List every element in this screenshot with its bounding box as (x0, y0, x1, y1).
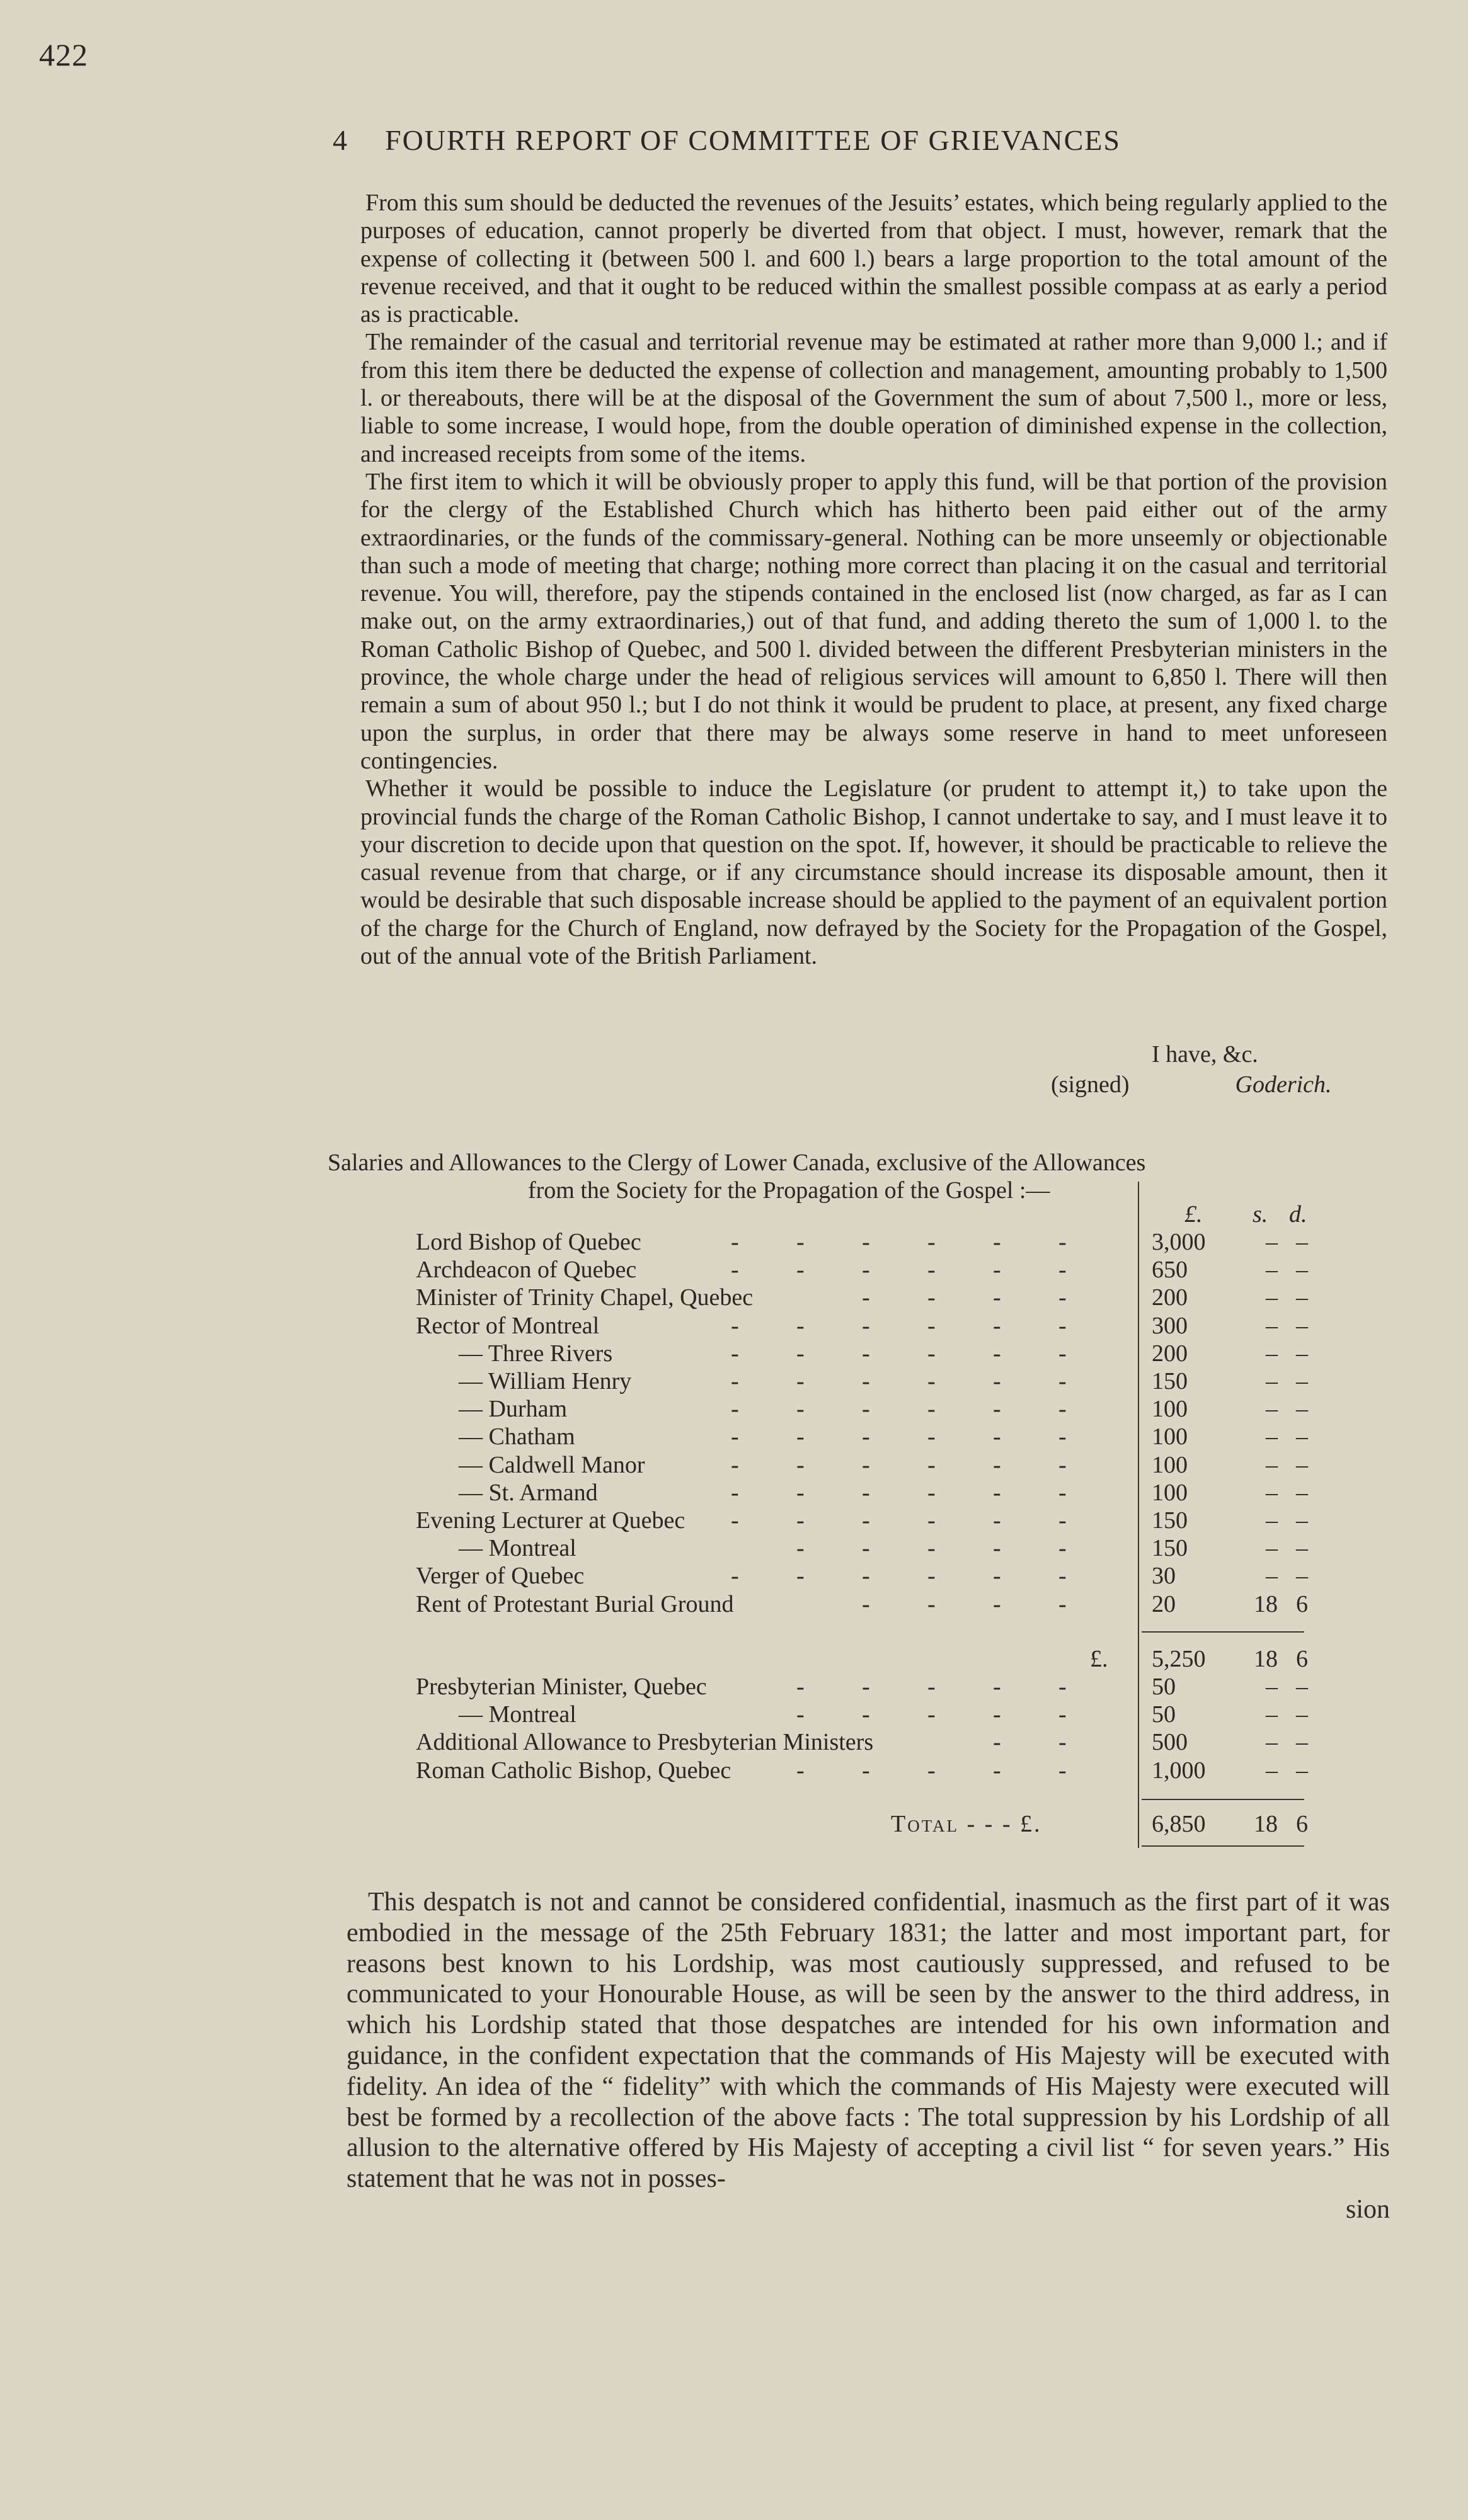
leader-dash: - (927, 1535, 936, 1562)
row-shillings: – (1266, 1340, 1278, 1367)
row-shillings: – (1266, 1563, 1278, 1590)
row-label: — William Henry (459, 1368, 632, 1394)
leader-dash: - (1058, 1340, 1067, 1367)
row-pence: – (1296, 1396, 1308, 1423)
table-row (0, 1479, 1468, 1507)
leader-dash: - (1058, 1701, 1067, 1728)
row-pence: – (1296, 1340, 1308, 1367)
pence-header: d. (1289, 1201, 1307, 1228)
leader-dash: - (1058, 1479, 1067, 1506)
leader-dash: - (796, 1229, 805, 1255)
row-label: — Montreal (459, 1535, 576, 1562)
leader-dash: - (993, 1423, 1001, 1451)
leader-dash: - (927, 1701, 936, 1728)
leader-dash: - (1058, 1396, 1067, 1423)
total-label: Total - - - £. (891, 1811, 1042, 1837)
row-label: Minister of Trinity Chapel, Quebec (416, 1284, 754, 1311)
leader-dash: - (993, 1701, 1001, 1728)
leader-dash: - (731, 1396, 739, 1423)
leader-dash: - (731, 1229, 739, 1255)
leader-dash: - (993, 1729, 1001, 1756)
row-shillings: – (1266, 1451, 1278, 1478)
row-pounds: 150 (1152, 1507, 1188, 1534)
leader-dash: - (993, 1340, 1001, 1367)
row-shillings: – (1266, 1535, 1278, 1562)
row-label: — Chatham (459, 1423, 575, 1451)
row-label: Roman Catholic Bishop, Quebec (416, 1757, 731, 1784)
row-pence: – (1296, 1451, 1308, 1478)
table-row (0, 1395, 1468, 1423)
row-pence: – (1296, 1423, 1308, 1451)
leader-dash: - (796, 1257, 805, 1284)
leader-dash: - (862, 1757, 870, 1784)
leader-dash: - (927, 1312, 936, 1339)
leader-dash: - (862, 1563, 870, 1590)
table-row (0, 1284, 1468, 1311)
table-title-line-1: Salaries and Allowances to the Clergy of Lower Canada, exclusive of the Allowances (328, 1149, 1146, 1176)
catchword: sion (1345, 2194, 1390, 2224)
leader-dash: - (993, 1757, 1001, 1784)
row-label: — Montreal (459, 1701, 576, 1728)
leader-dash: - (993, 1535, 1001, 1562)
leader-dash: - (993, 1479, 1001, 1506)
total-under-rule (1142, 1845, 1304, 1847)
row-shillings: – (1266, 1368, 1278, 1394)
row-pounds: 500 (1152, 1729, 1188, 1756)
leader-dash: - (862, 1284, 870, 1311)
leader-dash: - (731, 1451, 739, 1478)
leader-dash: - (796, 1479, 805, 1506)
table-row (0, 1312, 1468, 1340)
row-pence: – (1296, 1563, 1308, 1590)
leader-dash: - (927, 1563, 936, 1590)
row-pounds: 1,000 (1152, 1757, 1206, 1784)
row-pence: – (1296, 1257, 1308, 1284)
row-pounds: 150 (1152, 1368, 1188, 1394)
leader-dash: - (1058, 1229, 1067, 1255)
leader-dash: - (796, 1312, 805, 1339)
table-title-line-2: from the Society for the Propagation of the Gospel :— (528, 1177, 1050, 1204)
leader-dash: - (1058, 1673, 1067, 1700)
leader-dash: - (796, 1451, 805, 1478)
subtotal-row (0, 1645, 1468, 1673)
total-pounds: 6,850 (1152, 1811, 1206, 1837)
row-pence: – (1296, 1673, 1308, 1700)
leader-dash: - (862, 1590, 870, 1617)
signed-label: (signed) (1051, 1071, 1130, 1098)
signatory-name: Goderich. (1235, 1071, 1332, 1098)
running-header (333, 123, 1121, 157)
leader-dash: - (993, 1257, 1001, 1284)
row-shillings: – (1266, 1396, 1278, 1423)
total-rule (1142, 1799, 1304, 1800)
row-pounds: 50 (1152, 1701, 1176, 1728)
table-row (0, 1590, 1468, 1618)
leader-dash: - (862, 1451, 870, 1478)
leader-dash: - (862, 1507, 870, 1534)
leader-dash: - (1058, 1423, 1067, 1451)
letter-paragraph: The first item to which it will be obviously proper to apply this fund, will be that portion of the provision for the clergy of the Established Church which has hitherto been paid either out of the army extraordinaries, or the funds of the commissary-general. Nothing can be more unseemly or objectionable than such a mode of meeting that charge; nothing more correct than placing it on the casual and territorial revenue. You will, therefore, pay the stipends contained in the enclosed list (now charged, as far as I can make out, on the army extraordinaries,) out of that fund, and adding thereto the sum of 1,000 l. to the Roman Catholic Bishop of Quebec, and 500 l. divided between the different Presbyterian ministers in the province, the whole charge under the head of religious services will amount to 6,850 l. There will then remain a sum of about 950 l.; but I do not think it would be prudent to place, at present, any fixed charge upon the surplus, in order that there may be always some reserve in hand to meet unforeseen contingencies. (360, 468, 1387, 774)
leader-dash: - (796, 1368, 805, 1394)
leader-dash: - (927, 1423, 936, 1451)
subtotal-shillings: 18 (1254, 1646, 1278, 1672)
row-shillings: – (1266, 1729, 1278, 1756)
commentary-paragraph: This despatch is not and cannot be considered confidential, inasmuch as the first part of it was embodied in the message of the 25th February 1831; the latter and most important part, for reasons best known to his Lordship, was most cautiously suppressed, and refused to be communicated to your Honourable House, as will be seen by the answer to the third address, in which his Lordship stated that those despatches are intended for his own information and guidance, in the confident expectation that the commands of His Majesty will be executed with fidelity. An idea of the “ fidelity” with which the commands of His Majesty were executed will best be formed by a recollection of the above facts : The total suppression by his Lordship of all allusion to the alternative offered by His Majesty of accepting a civil list “ for seven years.” His statement that he was not in posses- (347, 1888, 1390, 2194)
leader-dash: - (927, 1590, 936, 1617)
row-shillings: – (1266, 1284, 1278, 1311)
page-number: 422 (39, 37, 88, 72)
table-row (0, 1701, 1468, 1728)
row-label: Evening Lecturer at Quebec (416, 1507, 685, 1534)
row-pounds: 200 (1152, 1340, 1188, 1367)
leader-dash: - (1058, 1451, 1067, 1478)
table-row (0, 1757, 1468, 1784)
letter-paragraph: From this sum should be deducted the revenues of the Jesuits’ estates, which being regularly applied to the purposes of education, cannot properly be diverted from that object. I must, however, remark that the expense of collecting it (between 500 l. and 600 l.) bears a large proportion to the total amount of the revenue received, and that it ought to be reduced within the smallest possible compass at as early a period as is practicable. (360, 190, 1387, 328)
subtotal-pence: 6 (1296, 1646, 1308, 1672)
leader-dash: - (993, 1284, 1001, 1311)
leader-dash: - (1058, 1590, 1067, 1617)
row-pounds: 300 (1152, 1312, 1188, 1339)
leader-dash: - (993, 1673, 1001, 1700)
row-pounds: 100 (1152, 1451, 1188, 1478)
row-shillings: – (1266, 1257, 1278, 1284)
leader-dash: - (796, 1507, 805, 1534)
leader-dash: - (927, 1507, 936, 1534)
total-shillings: 18 (1254, 1811, 1278, 1837)
leader-dash: - (731, 1479, 739, 1506)
subtotal-pounds: 5,250 (1152, 1646, 1206, 1672)
leader-dash: - (862, 1340, 870, 1367)
leader-dash: - (731, 1340, 739, 1367)
leader-dash: - (927, 1451, 936, 1478)
leader-dash: - (731, 1507, 739, 1534)
leader-dash: - (796, 1535, 805, 1562)
leader-dash: - (862, 1535, 870, 1562)
row-pence: – (1296, 1757, 1308, 1784)
table-row (0, 1340, 1468, 1367)
row-pence: 6 (1296, 1590, 1308, 1617)
table-row (0, 1728, 1468, 1756)
leader-dash: - (1058, 1535, 1067, 1562)
leader-dash: - (731, 1423, 739, 1451)
table-row (0, 1562, 1468, 1590)
leader-dash: - (731, 1312, 739, 1339)
leader-dash: - (993, 1590, 1001, 1617)
row-label: — Three Rivers (459, 1340, 613, 1367)
total-row (0, 1810, 1468, 1838)
row-shillings: 18 (1254, 1590, 1278, 1617)
leader-dash: - (796, 1563, 805, 1590)
row-pence: – (1296, 1729, 1308, 1756)
leader-dash: - (993, 1368, 1001, 1394)
leader-dash: - (927, 1673, 936, 1700)
leader-dash: - (796, 1340, 805, 1367)
letter-body (360, 189, 1387, 970)
closing-line: I have, &c. (1152, 1041, 1258, 1068)
row-shillings: – (1266, 1673, 1278, 1700)
leader-dash: - (1058, 1729, 1067, 1756)
row-pounds: 30 (1152, 1563, 1176, 1590)
header-page-number: 4 (333, 124, 348, 156)
leader-dash: - (1058, 1284, 1067, 1311)
row-pence: – (1296, 1701, 1308, 1728)
header-title: FOURTH REPORT OF COMMITTEE OF GRIEVANCES (385, 124, 1121, 156)
signature-line (1051, 1071, 1332, 1098)
row-label: — Durham (459, 1396, 568, 1423)
table-row (0, 1451, 1468, 1479)
leader-dash: - (1058, 1368, 1067, 1394)
row-pounds: 650 (1152, 1257, 1188, 1284)
leader-dash: - (731, 1257, 739, 1284)
shillings-header: s. (1253, 1201, 1268, 1228)
row-label: Additional Allowance to Presbyterian Ministers (416, 1729, 874, 1756)
subtotal-label: £. (1090, 1646, 1108, 1672)
row-label: Archdeacon of Quebec (416, 1257, 637, 1284)
table-row (0, 1256, 1468, 1284)
leader-dash: - (927, 1229, 936, 1255)
table-row (0, 1228, 1468, 1256)
row-pounds: 3,000 (1152, 1229, 1206, 1255)
leader-dash: - (796, 1701, 805, 1728)
row-shillings: – (1266, 1479, 1278, 1506)
leader-dash: - (993, 1451, 1001, 1478)
row-label: Rent of Protestant Burial Ground (416, 1590, 734, 1617)
subtotal-rule (1142, 1631, 1304, 1633)
leader-dash: - (927, 1396, 936, 1423)
row-shillings: – (1266, 1757, 1278, 1784)
leader-dash: - (993, 1229, 1001, 1255)
leader-dash: - (862, 1229, 870, 1255)
row-pounds: 50 (1152, 1673, 1176, 1700)
row-shillings: – (1266, 1312, 1278, 1339)
row-pence: – (1296, 1507, 1308, 1534)
leader-dash: - (862, 1396, 870, 1423)
row-pence: – (1296, 1229, 1308, 1255)
row-pence: – (1296, 1479, 1308, 1506)
letter-paragraph: The remainder of the casual and territorial revenue may be estimated at rather more than 9,000 l.; and if from this item there be deducted the expense of collection and management, amounting probably to 1,500 l. or thereabouts, there will be at the disposal of the Government the sum of about 7,500 l., more or less, liable to some increase, I would hope, from the double operation of diminished expense in the collection, and increased receipts from some of the items. (360, 329, 1387, 467)
leader-dash: - (796, 1757, 805, 1784)
leader-dash: - (927, 1340, 936, 1367)
row-pounds: 200 (1152, 1284, 1188, 1311)
row-shillings: – (1266, 1423, 1278, 1451)
row-label: Lord Bishop of Quebec (416, 1229, 641, 1255)
leader-dash: - (862, 1257, 870, 1284)
table-row (0, 1673, 1468, 1701)
leader-dash: - (993, 1563, 1001, 1590)
row-label: — Caldwell Manor (459, 1451, 645, 1478)
leader-dash: - (796, 1423, 805, 1451)
row-shillings: – (1266, 1229, 1278, 1255)
leader-dash: - (796, 1673, 805, 1700)
table-row (0, 1367, 1468, 1395)
table-row (0, 1423, 1468, 1451)
leader-dash: - (993, 1507, 1001, 1534)
table-title (328, 1149, 1392, 1204)
pounds-header: £. (1184, 1201, 1203, 1228)
row-shillings: – (1266, 1701, 1278, 1728)
leader-dash: - (993, 1312, 1001, 1339)
leader-dash: - (862, 1312, 870, 1339)
leader-dash: - (1058, 1312, 1067, 1339)
leader-dash: - (1058, 1257, 1067, 1284)
leader-dash: - (862, 1423, 870, 1451)
total-pence: 6 (1296, 1811, 1308, 1837)
leader-dash: - (731, 1563, 739, 1590)
leader-dash: - (927, 1368, 936, 1394)
row-label: — St. Armand (459, 1479, 598, 1506)
row-pence: – (1296, 1535, 1308, 1562)
row-label: Presbyterian Minister, Quebec (416, 1673, 707, 1700)
row-label: Verger of Quebec (416, 1563, 585, 1590)
leader-dash: - (993, 1396, 1001, 1423)
row-pounds: 100 (1152, 1479, 1188, 1506)
leader-dash: - (1058, 1507, 1067, 1534)
table-row (0, 1507, 1468, 1534)
row-pounds: 100 (1152, 1396, 1188, 1423)
row-pounds: 20 (1152, 1590, 1176, 1617)
row-pounds: 150 (1152, 1535, 1188, 1562)
row-pence: – (1296, 1284, 1308, 1311)
row-pence: – (1296, 1312, 1308, 1339)
row-shillings: – (1266, 1507, 1278, 1534)
leader-dash: - (927, 1757, 936, 1784)
leader-dash: - (731, 1368, 739, 1394)
row-pounds: 100 (1152, 1423, 1188, 1451)
leader-dash: - (862, 1479, 870, 1506)
leader-dash: - (927, 1257, 936, 1284)
commentary (347, 1887, 1390, 2225)
row-label: Rector of Montreal (416, 1312, 600, 1339)
row-pence: – (1296, 1368, 1308, 1394)
leader-dash: - (1058, 1757, 1067, 1784)
leader-dash: - (862, 1368, 870, 1394)
table-row (0, 1534, 1468, 1562)
letter-paragraph: Whether it would be possible to induce the Legislature (or prudent to attempt it,) to take upon the provincial funds the charge of the Roman Catholic Bishop, I cannot undertake to say, and I must leave it to your discretion to decide upon that question on the spot. If, however, it should be practicable to relieve the casual revenue from that charge, or if any circumstance should increase its disposable amount, then it would be desirable that such disposable increase should be applied to the payment of an equivalent portion of the charge for the Church of England, now defrayed by the Society for the Propagation of the Gospel, out of the annual vote of the British Parliament. (360, 775, 1387, 970)
leader-dash: - (927, 1284, 936, 1311)
leader-dash: - (862, 1673, 870, 1700)
leader-dash: - (862, 1701, 870, 1728)
leader-dash: - (1058, 1563, 1067, 1590)
leader-dash: - (796, 1396, 805, 1423)
leader-dash: - (927, 1479, 936, 1506)
